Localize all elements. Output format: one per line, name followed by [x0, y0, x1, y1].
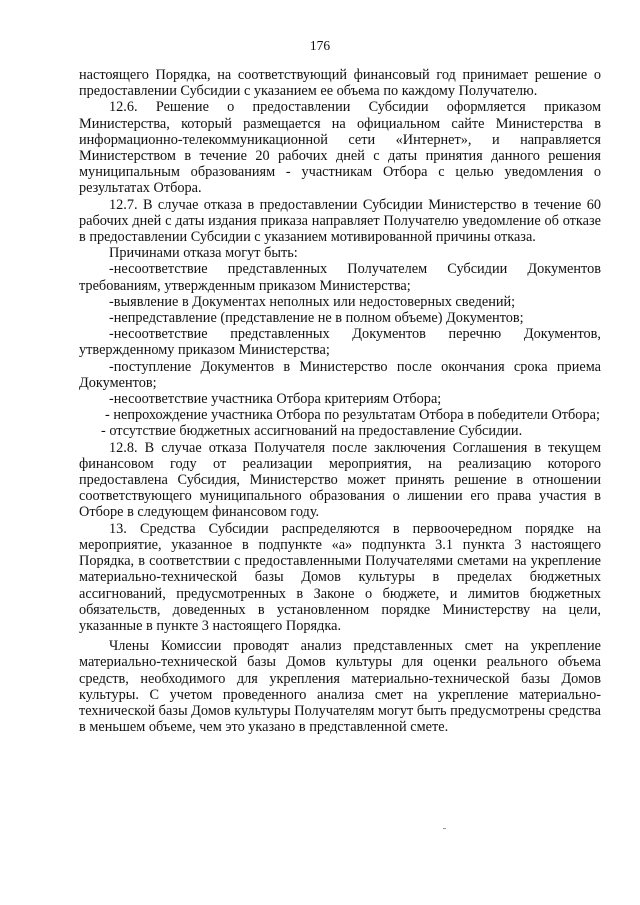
- paragraph-12-8: 12.8. В случае отказа Получателя после заключения Соглашения в текущем финансовом году от реализации мероприятия, на реализацию которого предоставлена Субсидия, Министерство может принять решение в отношении соответствующего муниципального образования о лишении его права участия в Отборе в следующем финансовом году.: [79, 439, 601, 521]
- refusal-reason-item: -несоответствие участника Отбора критериям Отбора;: [109, 391, 442, 408]
- paragraph-commission: Члены Комиссии проводят анализ представленных смет на укрепление материально-технической базы Домов культуры для оценки реального объема средств, необходимого для укрепления материально-технической базы Домов культуры. С учетом проведенного анализа смет на укрепление материально-технической базы Домов культуры Получателям могут быть предусмотрены средства в меньшем объеме, чем это указано в представленной смете.: [79, 638, 602, 736]
- scan-mark: [443, 828, 446, 829]
- refusal-reason-item: -несоответствие представленных Документов перечню Документов, утвержденному приказом Министерства;: [79, 326, 601, 359]
- paragraph-12-7: 12.7. В случае отказа в предоставлении Субсидии Министерство в течение 60 рабочих дней с даты издания приказа направляет Получателю уведомление об отказе в предоставлении Субсидии с указанием мотивированной причины отказа.: [79, 196, 601, 246]
- paragraph-continuation: настоящего Порядка, на соответствующий финансовый год принимает решение о предоставлении Субсидии с указанием ее объема по каждому Получателю.: [79, 67, 601, 100]
- refusal-reason-item: -непредставление (представление не в полном объеме) Документов;: [109, 310, 524, 327]
- page-number: 176: [309, 38, 331, 53]
- refusal-reason-item: -поступление Документов в Министерство после окончания срока приема Документов;: [79, 358, 601, 391]
- refusal-reason-item: -выявление в Документах неполных или недостоверных сведений;: [109, 293, 516, 310]
- paragraph-12-6: 12.6. Решение о предоставлении Субсидии оформляется приказом Министерства, который размещается на официальном сайте Министерства в информационно-телекоммуникационной сети «Интернет», и направляется Министерством в течение 20 рабочих дней с даты принятия данного решения муниципальным образованиям - участникам Отбора с целью уведомления о результатах Отбора.: [79, 99, 601, 197]
- paragraph-13: 13. Средства Субсидии распределяются в первоочередном порядке на мероприятие, указанное в подпункте «а» подпункта 3.1 пункта 3 настоящего Порядка, в соответствии с предоставленными Получателями сметами на укрепление материально-технической базы Домов культуры в пределах бюджетных ассигнований, предусмотренных в Законе о бюджете, и лимитов бюджетных обязательств, доведенных в установленном порядке Министерству на цели, указанные в пункте 3 настоящего Порядка.: [79, 520, 601, 634]
- refusal-reason-item: - непрохождение участника Отбора по результатам Отбора в победители Отбора;: [105, 407, 600, 424]
- document-body: [79, 67, 601, 735]
- refusal-reason-item: -несоответствие представленных Получателем Субсидии Документов требованиям, утвержденным приказом Министерства;: [79, 261, 601, 294]
- refusal-reason-item: - отсутствие бюджетных ассигнований на предоставление Субсидии.: [101, 423, 523, 440]
- refusal-reasons-heading: Причинами отказа могут быть:: [109, 245, 298, 262]
